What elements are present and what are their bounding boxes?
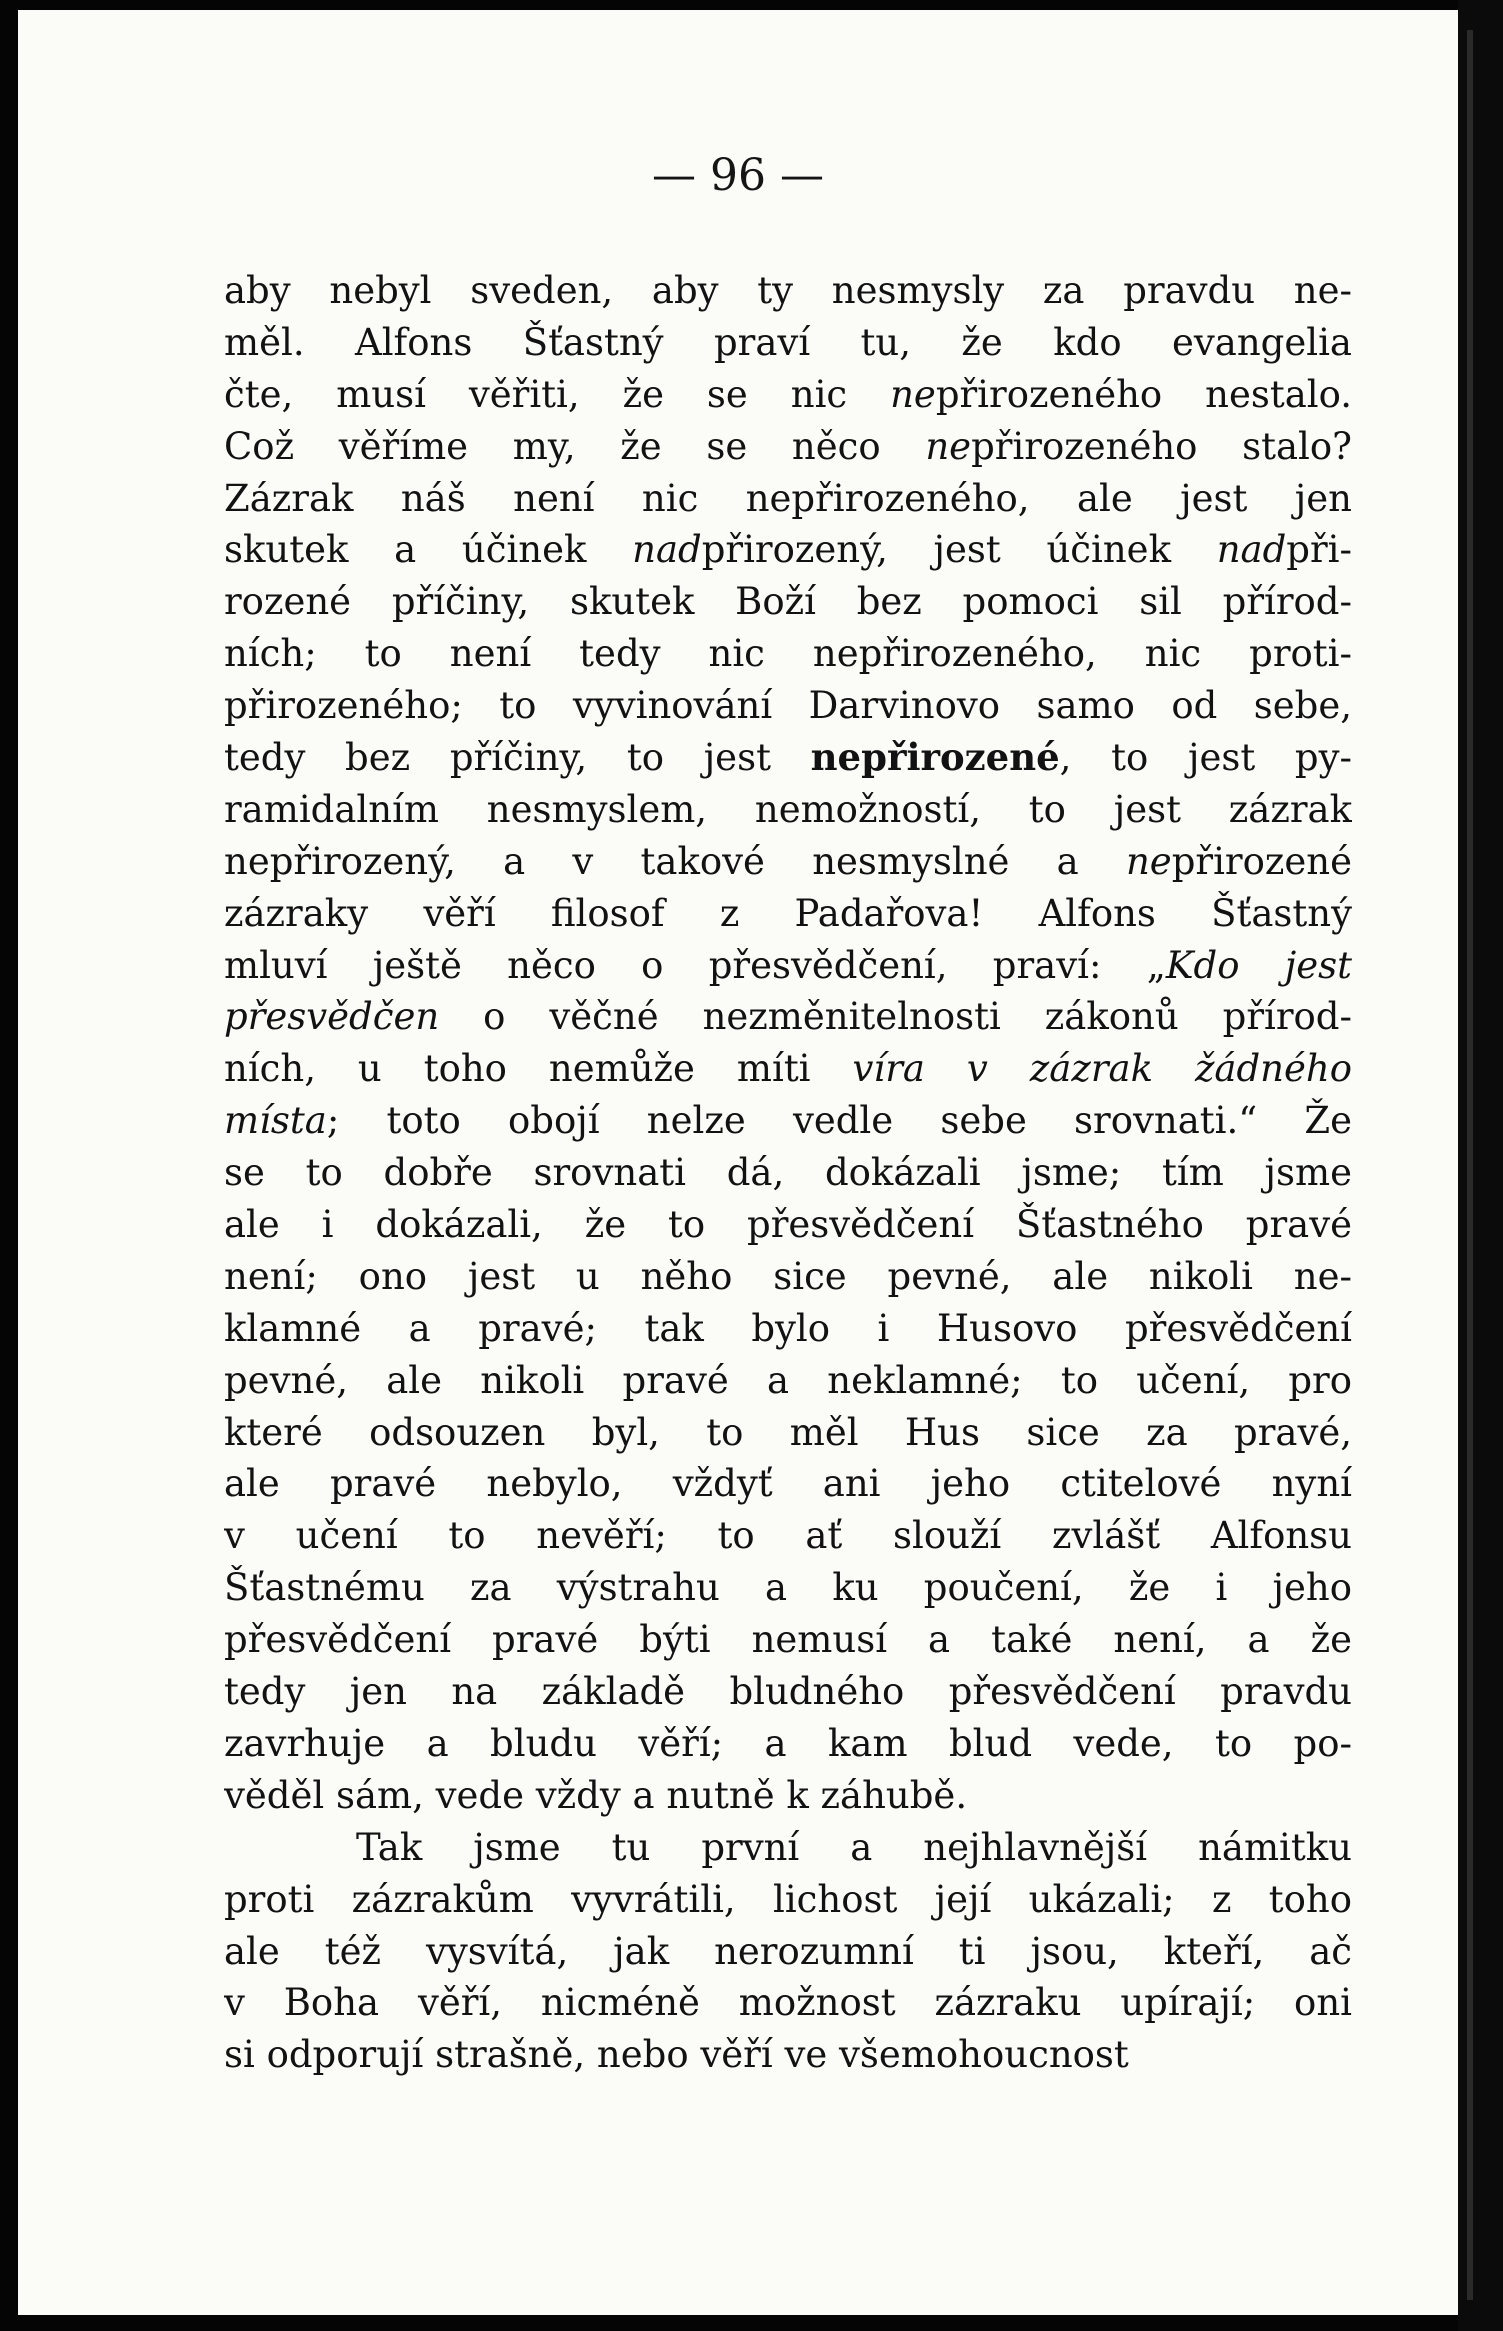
text-span: skutek a účinek (224, 528, 633, 572)
italic-text: nad (1216, 528, 1287, 572)
text-span: se to dobře srovnati dá, dokázali jsme; tím jsme (224, 1151, 1352, 1195)
text-line (224, 317, 1352, 369)
bold-text: nepřirozené (810, 735, 1060, 780)
italic-text: ne (925, 424, 972, 468)
text-span: při- (1286, 528, 1352, 572)
text-span: ale i dokázali, že to přesvědčení Šťastného pravé (224, 1203, 1352, 1247)
text-span: čte, musí věřiti, že se nic (224, 372, 891, 416)
text-line (224, 1251, 1352, 1303)
text-span: přirozené (1171, 839, 1352, 883)
text-line (224, 888, 1352, 940)
text-span: které odsouzen byl, to měl Hus sice za pravé, (224, 1410, 1352, 1454)
italic-text: Kdo jest (1165, 943, 1352, 987)
text-line (224, 1355, 1352, 1407)
text-line (224, 784, 1352, 836)
body-text (224, 265, 1352, 2081)
text-span: rozené příčiny, skutek Boží bez pomoci sil přírod- (224, 580, 1352, 624)
text-span: tedy jen na základě bludného přesvědčení pravdu (224, 1670, 1352, 1714)
text-line (224, 2029, 1352, 2081)
text-line (224, 1977, 1352, 2029)
text-span: měl. Alfons Šťastný praví tu, že kdo evangelia (224, 320, 1352, 364)
text-span: přirozeného stalo? (971, 424, 1352, 468)
text-line (224, 1666, 1352, 1718)
text-line (224, 732, 1352, 784)
text-line (224, 1926, 1352, 1978)
text-line (224, 1822, 1352, 1874)
text-span: mluví ještě něco o přesvědčení, praví: „ (224, 943, 1166, 987)
text-span: ale též vysvítá, jak nerozumní ti jsou, kteří, ač (224, 1929, 1352, 1973)
text-span: ních, u toho nemůže míti (224, 1047, 853, 1091)
italic-text: přesvědčen (224, 995, 440, 1039)
text-line (224, 1407, 1352, 1459)
text-line (224, 1874, 1352, 1926)
text-line (224, 1147, 1352, 1199)
text-span: tedy bez příčiny, to jest (224, 736, 811, 780)
italic-text: ne (890, 372, 936, 416)
text-span: v Boha věří, nicméně možnost zázraku upírají; oni (224, 1981, 1352, 2025)
text-line (224, 421, 1352, 473)
text-span: nepřirozený, a v takové nesmyslné a (224, 839, 1126, 883)
text-span: Tak jsme tu první a nejhlavnější námitku (356, 1825, 1352, 1869)
scan-edge (1458, 0, 1503, 2331)
text-span: přirozený, jest účinek (701, 528, 1217, 572)
text-span: přirozeného nestalo. (935, 372, 1352, 416)
text-span: si odporují strašně, nebo věří ve všemohoucnost (224, 2033, 1129, 2077)
text-span: není; ono jest u něho sice pevné, ale nikoli ne- (224, 1254, 1352, 1298)
text-span: přesvědčení pravé býti nemusí a také není, a že (224, 1618, 1352, 1662)
text-line (224, 628, 1352, 680)
text-line (224, 1562, 1352, 1614)
text-line (224, 1510, 1352, 1562)
text-span: ale pravé nebylo, vždyť ani jeho ctitelové nyní (224, 1462, 1352, 1506)
text-span: Což věříme my, že se něco (224, 424, 926, 468)
page-number: — 96 — (652, 150, 824, 201)
text-line (224, 991, 1352, 1043)
text-line (224, 1303, 1352, 1355)
text-line (224, 1458, 1352, 1510)
text-line (224, 1770, 1352, 1822)
italic-text: místa (224, 1099, 327, 1143)
text-span: , to jest py- (1059, 736, 1352, 780)
text-span: zavrhuje a bludu věří; a kam blud vede, to po- (224, 1721, 1352, 1765)
text-span: o věčné nezměnitelnosti zákonů přírod- (439, 995, 1352, 1039)
text-span: klamné a pravé; tak bylo i Husovo přesvědčení (224, 1306, 1352, 1350)
italic-text: ne (1125, 839, 1172, 883)
text-span: ramidalním nesmyslem, nemožností, to jest zázrak (224, 787, 1352, 831)
book-page (18, 10, 1458, 2315)
text-span: Zázrak náš není nic nepřirozeného, ale jest jen (224, 476, 1352, 520)
text-span: pevné, ale nikoli pravé a neklamné; to učení, pro (224, 1358, 1352, 1402)
italic-text: víra v zázrak žádného (852, 1047, 1352, 1091)
text-span: ; toto obojí nelze vedle sebe srovnati.“ Že (326, 1099, 1352, 1143)
italic-text: nad (632, 528, 702, 572)
text-span: zázraky věří filosof z Padařova! Alfons Šťastný (224, 891, 1352, 935)
text-line (224, 1614, 1352, 1666)
text-span: ních; to není tedy nic nepřirozeného, nic proti- (224, 632, 1352, 676)
text-line (224, 369, 1352, 421)
text-span: Šťastnému za výstrahu a ku poučení, že i jeho (224, 1566, 1352, 1610)
text-span: aby nebyl sveden, aby ty nesmysly za pravdu ne- (224, 269, 1352, 312)
text-line (224, 265, 1352, 317)
text-line (224, 576, 1352, 628)
text-span: proti zázrakům vyvrátili, lichost její ukázali; z toho (224, 1877, 1352, 1921)
text-span: věděl sám, vede vždy a nutně k záhubě. (224, 1773, 968, 1817)
text-line (224, 940, 1352, 992)
text-line (224, 1043, 1352, 1095)
text-line (224, 836, 1352, 888)
text-line (224, 524, 1352, 576)
text-line (224, 1718, 1352, 1770)
text-line (224, 1095, 1352, 1147)
next-page-edge (1467, 30, 1473, 2300)
text-span: v učení to nevěří; to ať slouží zvlášť Alfonsu (224, 1514, 1352, 1558)
text-span: přirozeného; to vyvinování Darvinovo samo od sebe, (224, 684, 1352, 728)
text-line (224, 1199, 1352, 1251)
text-line (224, 473, 1352, 525)
text-line (224, 680, 1352, 732)
